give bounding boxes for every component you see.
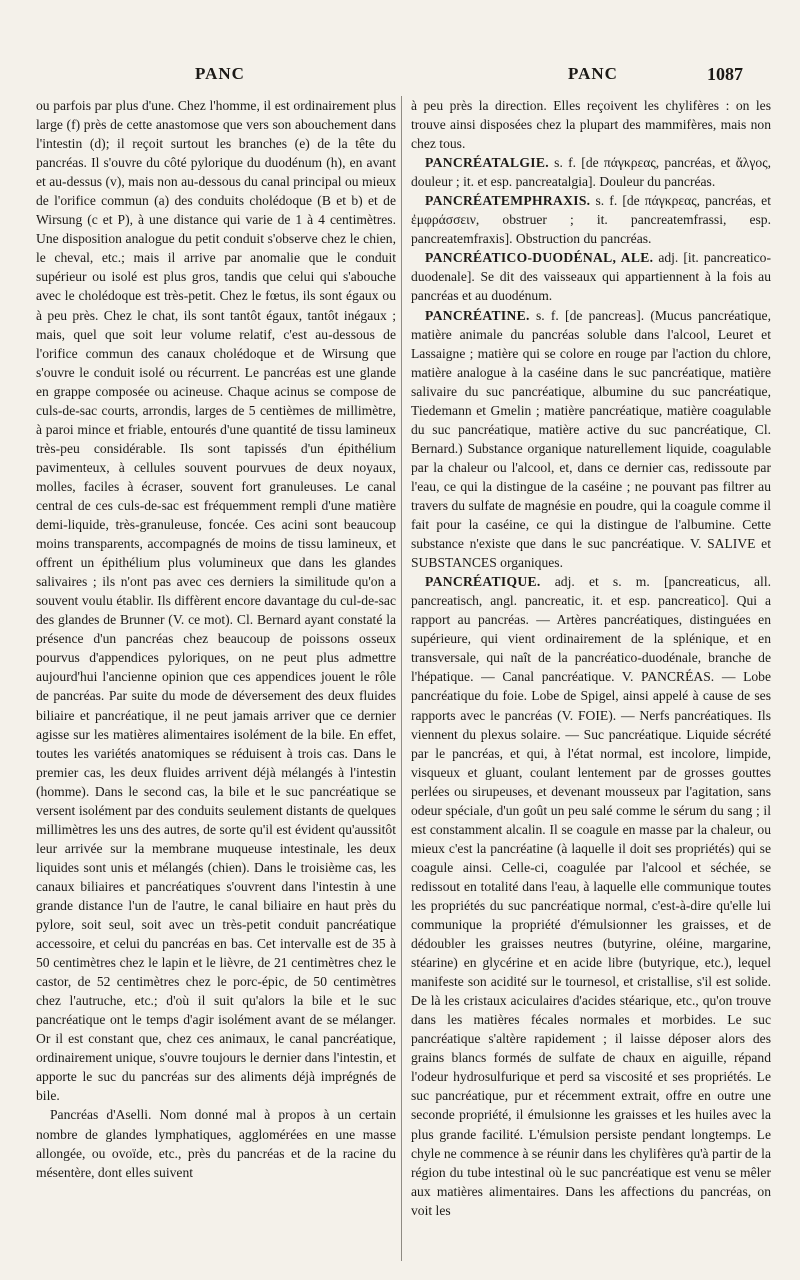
entry-headword: PANCRÉATICO-DUODÉNAL, ALE. [425,250,654,266]
running-header [0,64,800,94]
continued-paragraph: à peu près la direction. Elles reçoivent les chylifères : on les trouve ainsi disposées chez la plupart des mammifères, mais non chez tous. [411,98,771,152]
right-column [411,96,771,1266]
entry-pancreatine: PANCRÉATINE. s. f. [de pancreas]. (Mucus pancréatique, matière animale du pancréas soluble dans l'alcool, Leuret et Lassaigne ; matière qui se colore en rouge par l'action du chlore, matière analogue à la caséine dans le suc pancréatique, matière salivaire du suc pancréatique, albumine du suc pancréatique, Tiedemann et Gmelin ; matière pancréatique, matière coagulable du suc pancréatique, matière active du suc pancréatique, Cl. Bernard.) Substance organique naturellement liquide, coagulable par la chaleur ou l'alcool, et, dans ce dernier cas, redissoute par l'eau, ce qui la distingue de la caséine ; ne pouvant pas filtrer au travers du sulfate de magnésie en poudre, qui la coagule comme il fait pour la caséine, ce qui la distingue de l'albumine. Cette substance n'existe que dans le suc pancréatique. V. SALIVE et SUBSTANCES organiques. [411,307,771,571]
entry-headword: PANCRÉATALGIE. [425,155,549,171]
entry-headword: PANCRÉATINE. [425,307,530,323]
column-divider [401,96,402,1261]
entry-pancreatique: PANCRÉATIQUE. adj. et s. m. [pancreaticus, all. pancreatisch, angl. pancreatic, it. et esp. pancreatico]. Qui a rapport au pancréas. — Artères pancréatiques, distinguées en supérieure, qui vient ordinairement de la splénique, et en transversale, qui naît de la pancréatico-duodénale, branche de l'hépatique. — Canal pancréatique. V. PANCRÉAS. — Lobe pancréatique du foie. Lobe de Spigel, ainsi appelé à cause de ses rapports avec le pancréas (V. FOIE). — Nerfs pancréatiques. Ils viennent du plexus solaire. — Suc pancréatique. Liquide sécrété par le pancréas, et qui, à l'état normal, est incolore, limpide, visqueux et gluant, coulant lentement par de grosses gouttes perlées ou sirupeuses, et devenant mousseux par l'agitation, sans odeur spéciale, d'un goût un peu salé comme le sérum du sang ; il est constamment alcalin. Il se coagule en masse par la chaleur, ou mieux c'est la pancréatine (à laquelle il doit ses propriétés) qui se coagule ainsi. Celle-ci, coagulée par l'alcool et séchée, se redissout en totalité dans l'eau, à laquelle elle communique toutes les propriétés du suc pancréatique normal, c'est-à-dire qu'elle lui communique la propriété d'émulsionner les graisses, et de dédoubler les graisses neutres (butyrine, oléine, margarine, stéarine) en glycérine et en acide libre (butyrique, etc.), lequel manifeste son acidité sur le tournesol, et cristallise, s'il est solide. De là les cristaux aciculaires d'acides stéarique, etc., qu'on trouve dans les matières fécales normales et morbides. Le suc pancréatique s'altère rapidement ; il laisse déposer alors des grains blancs formés de sulfate de chaux en aiguille, répand l'odeur hydrosulfurique et perd sa viscosité et ses propriétés. Le suc pancréatique, pur et récemment extrait, offre en outre une seconde propriété, il émulsionne les graisses et les huiles avec la plus grande facilité. L'émulsion persiste pendant longtemps. Le chyle ne commence à se réunir dans les chylifères qu'à partir de la région du tube intestinal où le suc pancréatique est venu se mêler aux matières alimentaires. Dans les affections du pancréas, on voit les [411,574,771,1218]
left-column [36,96,396,1266]
pancreas-aselli-entry: Pancréas d'Aselli. Nom donné mal à propos à un certain nombre de glandes lymphatiques, agglomérées en une masse allongée, ou ovoïde, etc., près du pancréas et de la racine du mésentère, dont elles suivent [36,1107,396,1180]
page-number: 1087 [707,64,743,84]
header-center-word: PANC [568,64,618,83]
entry-pancreatalgie: PANCRÉATALGIE. s. f. [de πάγκρεας, pancréas, et ἄλγος, douleur ; it. et esp. pancreatalgia]. Douleur du pancréas. [411,155,771,190]
pancreas-ducts-paragraph: ou parfois par plus d'une. Chez l'homme, il est ordinairement plus large (f) près de cette anastomose que vers son abouchement dans l'intestin (d); il reçoit surtout les branches (e) de la tête du pancréas. Il s'ouvre du côté pylorique du duodénum (h), en avant et au-dessus (v), mais non au-dessous du canal principal ou mieux de l'orifice commun (a) des conduits cholédoque (B et b) et de Wirsung (c et P), à une distance qui varie de 1 à 4 centimètres. Une disposition analogue du petit conduit s'observe chez le chien, le cheval, etc.; mais il arrive par anomalie que le conduit supérieur ou isolé est plus gros, tandis que celui qui s'abouche avec le cholédoque est très-petit. Chez le fœtus, ils sont égaux ou à peu près. Chez le chat, ils sont tantôt égaux, tantôt inégaux ; mais, quel que soit leur volume relatif, c'est au-dessous de l'orifice commun des canaux cholédoque et de Wirsung que s'ouvre le conduit isolé ou récurrent. Le pancréas est une glande en grappe composée ou acineuse. Chaque acinus se compose de culs-de-sac courts, arrondis, larges de 5 centièmes de millimètre, à paroi mince et friable, entourés d'une quantité de tissu lamineux très-peu considérable. Ils sont tapissés d'un épithélium pavimenteux, à cellules souvent pourvues de deux noyaux, molles, faciles à écraser, souvent fort granuleuses. Le canal central de ces culs-de-sac est fréquemment rempli d'une matière demi-liquide, très-granuleuse, foncée. Ces acini sont beaucoup moins transparents, accompagnés de moins de tissu lamineux, et offrent un épithélium plus volumineux que dans les glandes salivaires ; ils n'ont pas avec ces derniers la similitude qu'on a souvent voulu établir. Ils diffèrent encore davantage du cul-de-sac des glandes de Brunner (V. ce mot). Cl. Bernard ayant constaté la présence d'un pancréas chez beaucoup de poissons osseux pourvus d'appendices pyloriques, on ne peut plus admettre aujourd'hui l'ancienne opinion que ces appendices jouent le rôle de pancréas. Par suite du mode de déversement des deux fluides biliaire et pancréatique, il ne peut jamais arriver que ce dernier agisse sur les matières alimentaires isolément de la bile. En effet, toutes les variétés anatomiques se réduisent à trois cas. Dans le premier cas, les deux fluides arrivent déjà mélangés à l'intestin (homme). Dans le second cas, la bile et le suc pancréatique se versent isolément par des conduits seulement distants de quelques millimètres les uns des autres, de sorte qu'il est évident qu'aussitôt leur arrivée sur la membrane muqueuse intestinale, les deux liquides sont unis et mélangés (chien). Dans le troisième cas, les canaux biliaires et pancréatiques s'ouvrent dans l'intestin à une grande distance l'un de l'autre, le canal biliaire en haut près du pylore, soit seul, soit avec un très-petit conduit pancréatique accessoire, et celui du pancréas en bas. Cet intervalle est de 35 à 50 centimètres chez le lapin et le lièvre, de 21 centimètres chez le castor, de 52 centimètres chez le porc-épic, de 50 centimètres chez l'autruche, etc.; d'où il suit qu'alors la bile et le suc pancréatique ont le temps d'agir isolément avant de se mélanger. Or il est constant que, chez ces animaux, le canal pancréatique, ordinairement unique, s'ouvre toujours le dernier dans l'intestin, et apporte le suc du pancréas sur des aliments déjà imprégnés de bile. [36,98,396,1104]
entry-headword: PANCRÉATIQUE. [425,574,541,590]
header-left-word: PANC [195,64,245,83]
entry-headword: PANCRÉATEMPHRAXIS. [425,193,591,209]
entry-pancreatico-duodenal: PANCRÉATICO-DUODÉNAL, ALE. adj. [it. pancreatico-duodenale]. Se dit des vaisseaux qui appartiennent à la fois au pancréas et au duodénum. [411,250,771,304]
entry-pancreatemphraxis: PANCRÉATEMPHRAXIS. s. f. [de πάγκρεας, pancréas, et ἐμφράσσειν, obstruer ; it. pancreatemfrassi, esp. pancreatemfraxis]. Obstruction du pancréas. [411,193,771,247]
